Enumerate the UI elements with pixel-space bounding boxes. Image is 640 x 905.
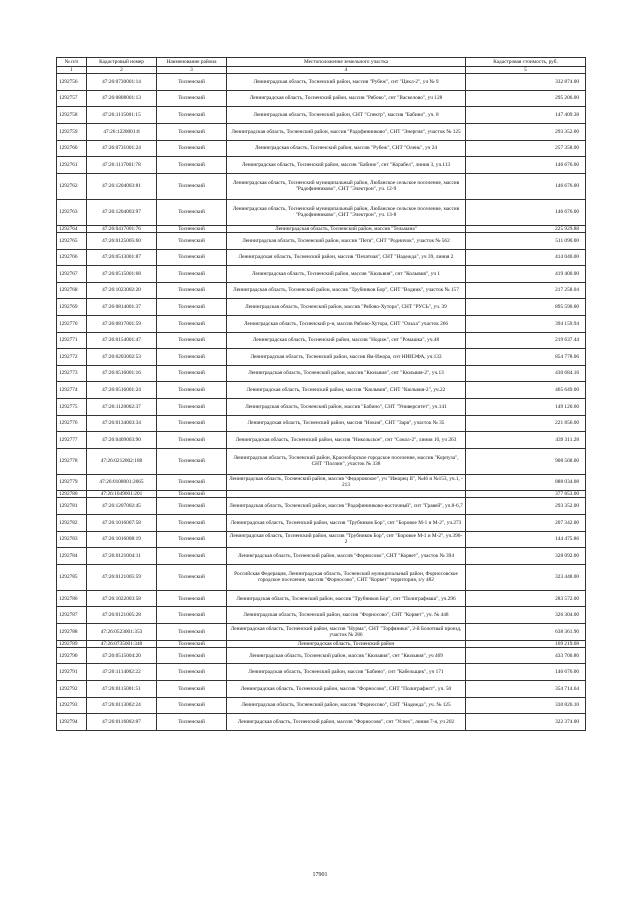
land-location: Российская Федерация, Ленинградская область, Тосненский муниципальный район, Форносовское городское поселение, массив "Форносово", СНТ "Корвет" территория, з/у 482: [227, 564, 466, 590]
district-name: Тосненский: [157, 266, 227, 283]
district-name: Тосненский: [157, 498, 227, 515]
land-location: Ленинградская область, Тосненский район, массив "Радофинниково", СНТ "Энергия", участок № 125: [227, 123, 466, 140]
table-body: [57, 74, 586, 731]
cadastral-value: 895 590.00: [466, 299, 586, 316]
cadastral-value: 293 352.00: [466, 498, 586, 515]
district-name: Тосненский: [157, 332, 227, 349]
cadastral-value: 147 409.38: [466, 107, 586, 124]
land-location: Ленинградская область, Тосненский район, массив "Радофинниково-восточный", снт "Гравей", уч.8-6,7: [227, 498, 466, 515]
table-row: [57, 640, 586, 647]
page-number: 17901: [312, 872, 328, 878]
row-number: 1292794: [57, 714, 87, 731]
cadastral-number: 47:26:0116002:87: [87, 714, 157, 731]
land-location: Ленинградская область, Тосненский район, массив "Нокия", СНТ "Заря", участок № 35: [227, 415, 466, 432]
table-row: [57, 498, 586, 515]
cadastral-number: 47:26:0515001:68: [87, 266, 157, 283]
row-number: 1292771: [57, 332, 87, 349]
table-header-row: [57, 58, 586, 67]
district-name: Тосненский: [157, 349, 227, 366]
row-number: 1292778: [57, 448, 87, 474]
cadastral-number: 47:26:0409003:90: [87, 432, 157, 449]
land-location: Ленинградская область, Тосненский муниципальный район, Любанское сельское поселение, массив "Радофинниково", СНТ "Электрон", уч. 13-8: [227, 199, 466, 225]
column-number: 3: [157, 67, 227, 74]
land-location: Ленинградская область, Тосненский район, массив "Никольское", снт "Сокол-2", линия 10, уч 263: [227, 432, 466, 449]
land-location: Ленинградская область, Тосненский район, СНТ "Спектр", массив "Бабино", уч. 8: [227, 107, 466, 124]
land-location: Ленинградская область, Тосненский район, массив Ям-Ижора, снт НИИЭФА, уч.133: [227, 349, 466, 366]
table-row: [57, 474, 586, 491]
cadastral-value: 330 826.10: [466, 697, 586, 714]
land-location: Ленинградская область, Тосненский р-н, массив Рябово-Хутора, СНТ "Ольха" участок 266: [227, 315, 466, 332]
cadastral-number: 47:26:1115001:15: [87, 107, 157, 124]
row-number: 1292776: [57, 415, 87, 432]
cadastral-number: 47:26:0523001:353: [87, 624, 157, 641]
table-row: [57, 123, 586, 140]
cadastral-value: 328 092.00: [466, 548, 586, 565]
land-location: Ленинградская область, Тосненский район, массив "Бабино", снт "Корабел", линия 3, уч.113: [227, 157, 466, 174]
cadastral-value: 217 258.04: [466, 282, 586, 299]
cadastral-value: 354 714.64: [466, 681, 586, 698]
cadastral-number: 47:26:0108001:2665: [87, 474, 157, 491]
table-row: [57, 225, 586, 232]
row-number: 1292772: [57, 349, 87, 366]
land-location: Ленинградская область, Тосненский район, массив "Нодиж", снт "Ромашка", уч.48: [227, 332, 466, 349]
table-row: [57, 157, 586, 174]
cadastral-number: 47:26:0125005:60: [87, 232, 157, 249]
cadastral-number: 47:26:0516001:24: [87, 382, 157, 399]
district-name: Тосненский: [157, 249, 227, 266]
land-location: Ленинградская область, Тосненский район, массив "Кюльвия", снт "Кюльвия-2", уч.13: [227, 365, 466, 382]
cadastral-value: 295 206.00: [466, 90, 586, 107]
cadastral-value: 146 676.00: [466, 199, 586, 225]
land-location: [227, 491, 466, 498]
cadastral-number: 47:26:0121005:59: [87, 564, 157, 590]
cadastral-value: 511 090.00: [466, 232, 586, 249]
cadastral-value: 221 856.00: [466, 415, 586, 432]
table-row: [57, 590, 586, 607]
cadastral-value: 257 358.00: [466, 140, 586, 157]
table-row: [57, 266, 586, 283]
district-name: Тосненский: [157, 515, 227, 532]
district-name: Тосненский: [157, 681, 227, 698]
land-location: Ленинградская область, Тосненский район, массив "Рябово-Хутора", СНТ "РУСЬ", уч. 39: [227, 299, 466, 316]
cadastral-number: 47:26:1016007:58: [87, 515, 157, 532]
cadastral-value: 149 120.60: [466, 398, 586, 415]
district-name: Тосненский: [157, 607, 227, 624]
district-name: Тосненский: [157, 548, 227, 565]
cadastral-value: 225 929.88: [466, 225, 586, 232]
table-row: [57, 299, 586, 316]
row-number: 1292784: [57, 548, 87, 565]
row-number: 1292761: [57, 157, 87, 174]
header-cadastral-value: Кадастровая стоимость, руб.: [466, 58, 586, 67]
table-row: [57, 531, 586, 548]
table-row: [57, 515, 586, 532]
cadastral-number: 47:26:0817001:59: [87, 315, 157, 332]
land-location: Ленинградская область, Тосненский район, массив "Печатная", СНТ "Надежда", уч 39, линия 2: [227, 249, 466, 266]
district-name: Тосненский: [157, 697, 227, 714]
row-number: 1292782: [57, 515, 87, 532]
row-number: 1292781: [57, 498, 87, 515]
cadastral-number: 47:26:0735001:340: [87, 640, 157, 647]
cadastral-value: 326 304.00: [466, 607, 586, 624]
land-location: Ленинградская область, Тосненский район, массив "Рябово", снт "Васкелово", уч 128: [227, 90, 466, 107]
land-location: Ленинградская область, Тосненский район, массив "Трубников Бор", СНТ "Водник", участок № 157: [227, 282, 466, 299]
district-name: Тосненский: [157, 225, 227, 232]
cadastral-value: 638 361.90: [466, 624, 586, 641]
land-location: Ленинградская область, Тосненский район, массив "Федоровское", уч "Ижорец II", №46 и №153, уч.1, - 213: [227, 474, 466, 491]
table-row: [57, 315, 586, 332]
cadastral-value: 854 778.06: [466, 349, 586, 366]
cadastral-value: 465 649.00: [466, 382, 586, 399]
row-number: 1292764: [57, 225, 87, 232]
district-name: Тосненский: [157, 315, 227, 332]
header-row-number: № п/п: [57, 58, 87, 67]
row-number: 1292785: [57, 564, 87, 590]
table-row: [57, 90, 586, 107]
land-location: Ленинградская область, Тосненский район, массив "Форносово", СНТ "Надежда", уч. № 125: [227, 697, 466, 714]
cadastral-number: 47:26:1022003:58: [87, 590, 157, 607]
district-name: Тосненский: [157, 564, 227, 590]
land-location: Ленинградская область, Тосненский район, массив "Петя", СНТ "Родничок", участок № 562: [227, 232, 466, 249]
district-name: Тосненский: [157, 140, 227, 157]
row-number: 1292792: [57, 681, 87, 698]
cadastral-number: 47:26:0121005:28: [87, 607, 157, 624]
table-row: [57, 382, 586, 399]
land-location: Ленинградская область, Тосненский район, массив "Форносово", СНТ "Корвет", уч. № 448: [227, 607, 466, 624]
cadastral-number: 47:26:1114002:22: [87, 664, 157, 681]
district-name: Тосненский: [157, 90, 227, 107]
cadastral-value: 169 219.08: [466, 640, 586, 647]
row-number: 1292756: [57, 74, 87, 91]
table-row: [57, 282, 586, 299]
district-name: Тосненский: [157, 123, 227, 140]
cadastral-value: 207 342.00: [466, 515, 586, 532]
land-location: Ленинградская область, Тосненский район, массив "Кюльвия", снт "Кюльвия", уч 469: [227, 647, 466, 664]
cadastral-value: 439 311.28: [466, 432, 586, 449]
cadastral-number: 47:26:1220001:8: [87, 123, 157, 140]
row-number: 1292777: [57, 432, 87, 449]
district-name: Тосненский: [157, 232, 227, 249]
cadastral-number: 47:26:0731001:24: [87, 140, 157, 157]
cadastral-value: 908 568.00: [466, 448, 586, 474]
cadastral-number: 47:26:0814001:37: [87, 299, 157, 316]
row-number: 1292783: [57, 531, 87, 548]
column-number: 4: [227, 67, 466, 74]
row-number: 1292765: [57, 232, 87, 249]
row-number: 1292774: [57, 382, 87, 399]
cadastral-number: 47:26:1207002:45: [87, 498, 157, 515]
row-number: 1292773: [57, 365, 87, 382]
table-row: [57, 548, 586, 565]
district-name: Тосненский: [157, 199, 227, 225]
land-location: Ленинградская область, Тосненский район, массив "Рубеж", СНТ "Олень", уч 24: [227, 140, 466, 157]
district-name: Тосненский: [157, 282, 227, 299]
table-row: [57, 74, 586, 91]
table-row: [57, 647, 586, 664]
district-name: Тосненский: [157, 382, 227, 399]
column-number: 1: [57, 67, 87, 74]
column-number-row: [57, 67, 586, 74]
district-name: Тосненский: [157, 590, 227, 607]
row-number: 1292788: [57, 624, 87, 641]
row-number: 1292757: [57, 90, 87, 107]
row-number: 1292789: [57, 640, 87, 647]
table-row: [57, 232, 586, 249]
table-row: [57, 415, 586, 432]
row-number: 1292780: [57, 491, 87, 498]
cadastral-number: 47:26:0417001:76: [87, 225, 157, 232]
table-row: [57, 624, 586, 641]
cadastral-number: 47:26:0115001:51: [87, 681, 157, 698]
cadastral-number: 47:26:0516001:16: [87, 365, 157, 382]
cadastral-value: 433 700.80: [466, 647, 586, 664]
district-name: Тосненский: [157, 491, 227, 498]
cadastral-value: 394 159.94: [466, 315, 586, 332]
land-location: Ленинградская область, Тосненский район, массив "Форносово", СНТ "Корвет", участок № 394: [227, 548, 466, 565]
table-row: [57, 607, 586, 624]
cadastral-value: 888 034.08: [466, 474, 586, 491]
district-name: Тосненский: [157, 157, 227, 174]
cadastral-value: 430 684.16: [466, 365, 586, 382]
cadastral-number: 47:26:0212002:180: [87, 448, 157, 474]
row-number: 1292770: [57, 315, 87, 332]
land-location: Ленинградская область, Тосненский район, массив "Форносово", СНТ "Полиграфист", уч. 50: [227, 681, 466, 698]
table-row: [57, 564, 586, 590]
cadastral-value: 414 040.00: [466, 249, 586, 266]
header-cadastral-number: Кадастровый номер: [87, 58, 157, 67]
row-number: 1292758: [57, 107, 87, 124]
row-number: 1292763: [57, 199, 87, 225]
cadastral-number: 47:26:1016008:19: [87, 531, 157, 548]
land-location: Ленинградская область, Тосненский район: [227, 640, 466, 647]
cadastral-number: 47:26:0808001:13: [87, 90, 157, 107]
column-number: 2: [87, 67, 157, 74]
district-name: Тосненский: [157, 647, 227, 664]
table-row: [57, 332, 586, 349]
land-location: Ленинградская область, Тосненский район, массив "Тельмана": [227, 225, 466, 232]
header-district-name: Наименование района: [157, 58, 227, 67]
cadastral-number: 47:26:1204003:97: [87, 199, 157, 225]
table-row: [57, 448, 586, 474]
row-number: 1292786: [57, 590, 87, 607]
land-location: Ленинградская область, Тосненский район, массив "Бабино", СНТ "Университет", уч.141: [227, 398, 466, 415]
row-number: 1292793: [57, 697, 87, 714]
row-number: 1292762: [57, 173, 87, 199]
row-number: 1292766: [57, 249, 87, 266]
cadastral-value: 332 874.00: [466, 74, 586, 91]
cadastral-number: 47:26:0515004:20: [87, 647, 157, 664]
land-location: Ленинградская область, Тосненский район, массив "Бабино", снт "Кабельщик", уч 171: [227, 664, 466, 681]
cadastral-number: 47:26:1023002:20: [87, 282, 157, 299]
district-name: Тосненский: [157, 664, 227, 681]
row-number: 1292760: [57, 140, 87, 157]
cadastral-number: 47:26:1120002:37: [87, 398, 157, 415]
cadastral-value: 293 352.00: [466, 123, 586, 140]
table-row: [57, 140, 586, 157]
land-location: Ленинградская область, Тосненский район, массив "Кюльвия", снт "Колывия", уч 1: [227, 266, 466, 283]
cadastral-number: 47:26:1049001:201: [87, 491, 157, 498]
cadastral-value-table: [56, 57, 586, 731]
district-name: Тосненский: [157, 714, 227, 731]
district-name: Тосненский: [157, 107, 227, 124]
table-row: [57, 664, 586, 681]
table-row: [57, 107, 586, 124]
cadastral-number: 47:26:0730001:14: [87, 74, 157, 91]
cadastral-value: 219 637.44: [466, 332, 586, 349]
land-location: Ленинградская область, Тосненский район, массив "Трубников Бор", снт "Боровое М-1 и М-2", уч.273: [227, 515, 466, 532]
header-location: Местоположение земельного участка: [227, 58, 466, 67]
table-row: [57, 349, 586, 366]
row-number: 1292779: [57, 474, 87, 491]
table-row: [57, 249, 586, 266]
district-name: Тосненский: [157, 474, 227, 491]
cadastral-value: 146 676.00: [466, 157, 586, 174]
cadastral-value: 323 448.00: [466, 564, 586, 590]
cadastral-number: 47:26:0154001:47: [87, 332, 157, 349]
land-location: Ленинградская область, Тосненский район, массив "Нурма", СНТ "Торфяники", 2-й Болотный проезд, участок № 286: [227, 624, 466, 641]
cadastral-number: 47:26:1117001:78: [87, 157, 157, 174]
district-name: Тосненский: [157, 448, 227, 474]
table-row: [57, 491, 586, 498]
table-row: [57, 681, 586, 698]
cadastral-value: 419 400.00: [466, 266, 586, 283]
land-location: Ленинградская область, Тосненский район, массив "Трубников Бор", снт "Полиграфмаш", уч.296: [227, 590, 466, 607]
district-name: Тосненский: [157, 173, 227, 199]
row-number: 1292790: [57, 647, 87, 664]
district-name: Тосненский: [157, 365, 227, 382]
table-row: [57, 697, 586, 714]
row-number: 1292775: [57, 398, 87, 415]
cadastral-number: 47:26:1204003:81: [87, 173, 157, 199]
district-name: Тосненский: [157, 398, 227, 415]
district-name: Тосненский: [157, 432, 227, 449]
cadastral-number: 47:26:0203002:53: [87, 349, 157, 366]
land-location: Ленинградская область, Тосненский муниципальный район, Любанское сельское поселение, массив "Радофинниково", СНТ "Электрон", уч. 12-9: [227, 173, 466, 199]
cadastral-table-sheet: [56, 57, 585, 731]
cadastral-value: 144 475.86: [466, 531, 586, 548]
cadastral-number: 47:26:0121004:11: [87, 548, 157, 565]
cadastral-value: 146 676.00: [466, 173, 586, 199]
cadastral-number: 47:26:0113002:24: [87, 697, 157, 714]
land-location: Ленинградская область, Тосненский район, Красноборское городское поселение, массив "Корпуза", СНТ "Ползин", участок № 338: [227, 448, 466, 474]
table-row: [57, 714, 586, 731]
cadastral-number: 47:26:0513001:87: [87, 249, 157, 266]
cadastral-value: 283 572.00: [466, 590, 586, 607]
row-number: 1292787: [57, 607, 87, 624]
cadastral-value: 322 374.00: [466, 714, 586, 731]
district-name: Тосненский: [157, 415, 227, 432]
cadastral-number: 47:26:0134003:34: [87, 415, 157, 432]
district-name: Тосненский: [157, 74, 227, 91]
land-location: Ленинградская область, Тосненский район, массив "Рубеж", снт "Цикл-2", уч № 9: [227, 74, 466, 91]
land-location: Ленинградская область, Тосненский район, массив "Кюльвия", СНТ "Кюльвия-2", уч.22: [227, 382, 466, 399]
table-row: [57, 432, 586, 449]
row-number: 1292769: [57, 299, 87, 316]
district-name: Тосненский: [157, 299, 227, 316]
row-number: 1292759: [57, 123, 87, 140]
cadastral-value: 146 676.00: [466, 664, 586, 681]
table-row: [57, 398, 586, 415]
land-location: Ленинградская область, Тосненский район, массив "Трубников Бор", снт "Боровое М-1 и М-2", уч.390-2: [227, 531, 466, 548]
table-row: [57, 199, 586, 225]
row-number: 1292768: [57, 282, 87, 299]
row-number: 1292791: [57, 664, 87, 681]
district-name: Тосненский: [157, 624, 227, 641]
row-number: 1292767: [57, 266, 87, 283]
district-name: Тосненский: [157, 640, 227, 647]
cadastral-value: 377 853.00: [466, 491, 586, 498]
table-row: [57, 173, 586, 199]
column-number: 5: [466, 67, 586, 74]
land-location: Ленинградская область, Тосненский район, массив "Форносово", снт "Успех", линия 7-я, уч 202: [227, 714, 466, 731]
table-row: [57, 365, 586, 382]
district-name: Тосненский: [157, 531, 227, 548]
